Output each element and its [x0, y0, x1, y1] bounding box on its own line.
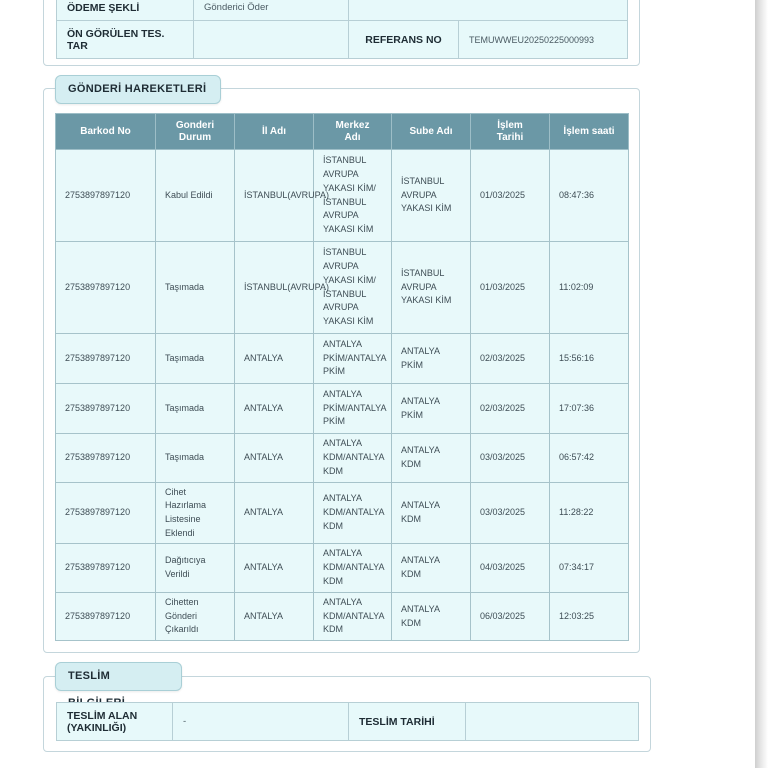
ongorulen-teslim-label: ÖN GÖRÜLEN TES. TAR	[57, 21, 194, 59]
cell-barkod: 2753897897120	[56, 242, 156, 334]
table-row	[56, 434, 629, 483]
table-row	[56, 544, 629, 593]
cell-barkod: 2753897897120	[56, 384, 156, 434]
teslim-alan-label: TESLİM ALAN (YAKINLIĞI)	[57, 703, 173, 741]
table-row	[56, 334, 629, 384]
cell-durum: Cihet Hazırlama Listesine Eklendi	[156, 483, 235, 544]
cell-merkez: ANTALYA PKİM/ANTALYA PKİM	[314, 334, 392, 384]
cell-il: İSTANBUL(AVRUPA)	[235, 242, 314, 334]
cell-saat: 15:56:16	[550, 334, 629, 384]
cell-il: ANTALYA	[235, 384, 314, 434]
table-row	[56, 593, 629, 641]
hareketler-body	[56, 150, 629, 641]
hareketler-header-row	[56, 114, 629, 150]
cell-durum: Dağıtıcıya Verildi	[156, 544, 235, 593]
teslim-title: TESLİM	[55, 662, 182, 691]
cell-merkez: ANTALYA KDM/ANTALYA KDM	[314, 434, 392, 483]
cell-barkod: 2753897897120	[56, 593, 156, 641]
cell-merkez: ANTALYA KDM/ANTALYA KDM	[314, 483, 392, 544]
cell-il: ANTALYA	[235, 483, 314, 544]
hareketler-title: GÖNDERİ HAREKETLERİ	[55, 75, 221, 104]
cell-merkez: İSTANBUL AVRUPA YAKASI KİM/ İSTANBUL AVRUPA YAKASI KİM	[314, 150, 392, 242]
cell-saat: 07:34:17	[550, 544, 629, 593]
cell-tarih: 06/03/2025	[471, 593, 550, 641]
odeme-table	[56, 0, 628, 59]
cell-merkez: İSTANBUL AVRUPA YAKASI KİM/ İSTANBUL AVRUPA YAKASI KİM	[314, 242, 392, 334]
cell-tarih: 01/03/2025	[471, 242, 550, 334]
cell-merkez: ANTALYA KDM/ANTALYA KDM	[314, 593, 392, 641]
teslim-table	[56, 702, 639, 741]
cell-barkod: 2753897897120	[56, 434, 156, 483]
cell-tarih: 04/03/2025	[471, 544, 550, 593]
cell-saat: 08:47:36	[550, 150, 629, 242]
cell-il: ANTALYA	[235, 593, 314, 641]
cell-il: ANTALYA	[235, 434, 314, 483]
column-header-il: İl Adı	[235, 114, 314, 150]
column-header-merkez: Merkez Adı	[314, 114, 392, 150]
cell-barkod: 2753897897120	[56, 483, 156, 544]
column-header-barkod: Barkod No	[56, 114, 156, 150]
odeme-sekli-label: ÖDEME ŞEKLİ	[57, 0, 194, 21]
table-row	[56, 483, 629, 544]
cell-tarih: 03/03/2025	[471, 483, 550, 544]
cell-durum: Taşımada	[156, 384, 235, 434]
column-header-sube: Sube Adı	[392, 114, 471, 150]
cell-durum: Taşımada	[156, 434, 235, 483]
cell-il: ANTALYA	[235, 334, 314, 384]
table-row	[56, 242, 629, 334]
teslim-alan-value: -	[173, 703, 349, 741]
cell-sube: ANTALYA KDM	[392, 593, 471, 641]
referans-no-value: TEMUWWEU20250225000993	[459, 21, 628, 59]
cell-tarih: 02/03/2025	[471, 334, 550, 384]
cell-barkod: 2753897897120	[56, 150, 156, 242]
cell-merkez: ANTALYA KDM/ANTALYA KDM	[314, 544, 392, 593]
cell-sube: İSTANBUL AVRUPA YAKASI KİM	[392, 150, 471, 242]
odeme-empty-cell	[349, 0, 628, 21]
cell-barkod: 2753897897120	[56, 544, 156, 593]
cell-tarih: 01/03/2025	[471, 150, 550, 242]
cell-saat: 11:02:09	[550, 242, 629, 334]
teslim-tarihi-label: TESLİM TARİHİ	[349, 703, 466, 741]
cell-durum: Taşımada	[156, 242, 235, 334]
cell-tarih: 03/03/2025	[471, 434, 550, 483]
cell-il: ANTALYA	[235, 544, 314, 593]
teslim-tarihi-value	[466, 703, 639, 741]
cell-sube: İSTANBUL AVRUPA YAKASI KİM	[392, 242, 471, 334]
cell-durum: Cihetten Gönderi Çıkarıldı	[156, 593, 235, 641]
table-row	[56, 384, 629, 434]
cell-saat: 06:57:42	[550, 434, 629, 483]
cell-saat: 12:03:25	[550, 593, 629, 641]
cell-sube: ANTALYA PKİM	[392, 384, 471, 434]
column-header-durum: Gonderi Durum	[156, 114, 235, 150]
cell-tarih: 02/03/2025	[471, 384, 550, 434]
cell-durum: Kabul Edildi	[156, 150, 235, 242]
cell-sube: ANTALYA KDM	[392, 483, 471, 544]
cell-saat: 11:28:22	[550, 483, 629, 544]
column-header-saat: İşlem saati	[550, 114, 629, 150]
page-edge-shadow	[755, 0, 768, 768]
cell-barkod: 2753897897120	[56, 334, 156, 384]
referans-no-label: REFERANS NO	[349, 21, 459, 59]
column-header-tarih: İşlem Tarihi	[471, 114, 550, 150]
cell-durum: Taşımada	[156, 334, 235, 384]
cell-sube: ANTALYA KDM	[392, 544, 471, 593]
table-row	[56, 150, 629, 242]
cell-sube: ANTALYA PKİM	[392, 334, 471, 384]
hareketler-table	[55, 113, 629, 641]
odeme-sekli-value: Gönderici Öder	[194, 0, 349, 21]
cell-sube: ANTALYA KDM	[392, 434, 471, 483]
cell-saat: 17:07:36	[550, 384, 629, 434]
ongorulen-teslim-value	[194, 21, 349, 59]
cell-il: İSTANBUL(AVRUPA)	[235, 150, 314, 242]
cell-merkez: ANTALYA PKİM/ANTALYA PKİM	[314, 384, 392, 434]
